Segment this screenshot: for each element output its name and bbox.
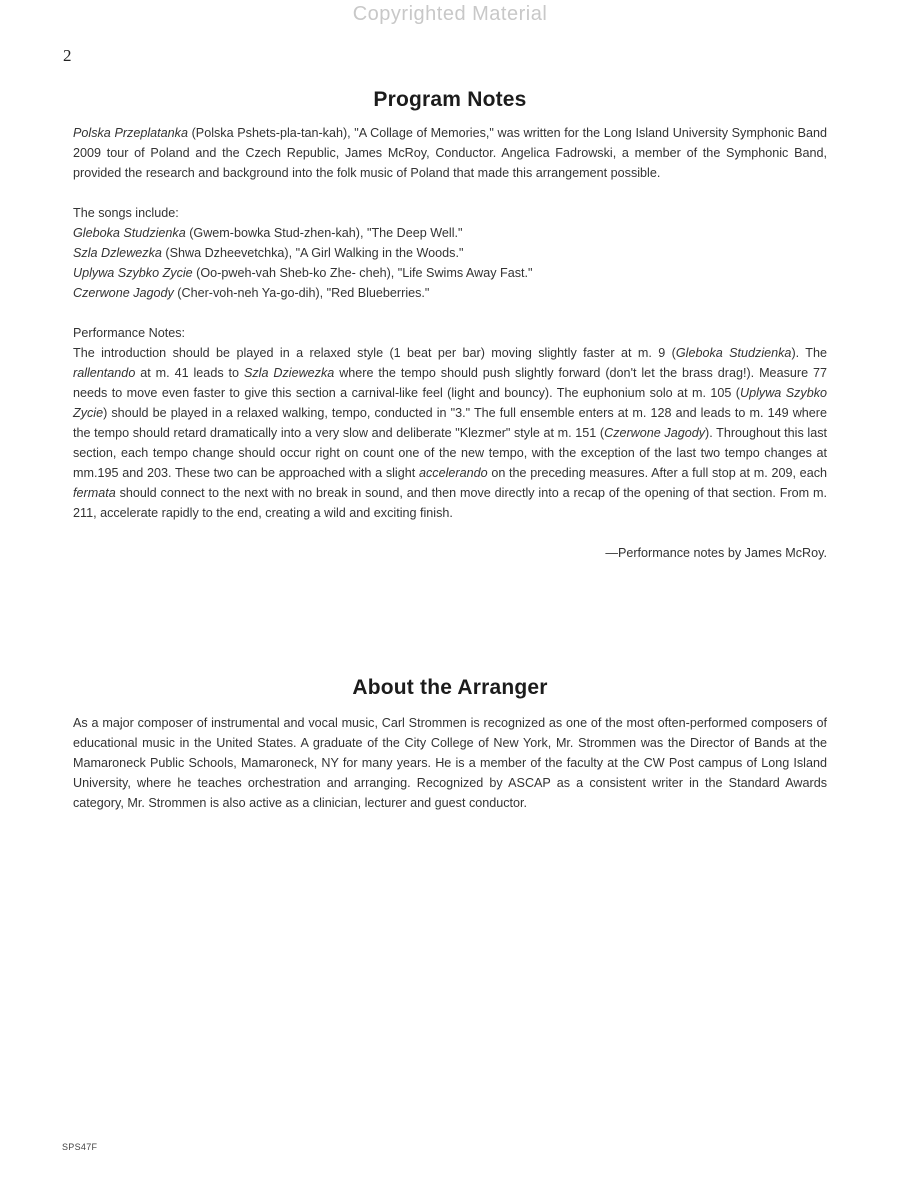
perf-text: The introduction should be played in a relaxed style (1 beat per bar) moving slightly faster at m. 9 ( [73, 346, 676, 360]
footer-code: SPS47F [62, 1142, 98, 1152]
songs-heading: The songs include: [73, 206, 179, 220]
performance-notes-paragraph [73, 343, 827, 523]
perf-italic: rallentando [73, 366, 136, 380]
song-description: (Gwem-bowka Stud-zhen-kah), "The Deep Well." [185, 226, 463, 240]
perf-italic: Gleboka Studzienka [675, 346, 792, 360]
performance-notes-heading: Performance Notes: [73, 326, 185, 340]
song-line [73, 243, 827, 263]
about-arranger-paragraph: As a major composer of instrumental and vocal music, Carl Strommen is recognized as one of the most often-performed composers of educational music in the United States. A graduate of the City College of New York, Mr. Strommen was the Director of Bands at the Mamaroneck Public Schools, Mamaroneck, NY for many years. He is a member of the faculty at the CW Post campus of Long Island University, where he teaches orchestration and arranging. Recognized by ASCAP as a consistent writer in the Standard Awards category, Mr. Strommen is also active as a clinician, lecturer and guest conductor. [73, 716, 827, 810]
song-line [73, 223, 827, 243]
program-notes-title: Program Notes [373, 88, 527, 111]
perf-italic: Uplywa Szybko Zycie [73, 386, 828, 420]
about-arranger-section [73, 676, 827, 813]
perf-text: ). The [791, 346, 827, 360]
perf-italic: Szla Dziewezka [243, 366, 335, 380]
perf-text: on the preceding measures. After a full stop at m. 209, each [487, 466, 827, 480]
attribution: —Performance notes by James McRoy. [605, 546, 827, 560]
piece-title: Polska Przeplatanka [73, 126, 188, 140]
page-number: 2 [63, 46, 72, 65]
song-line [73, 263, 827, 283]
song-description: (Shwa Dzheevetchka), "A Girl Walking in the Woods." [161, 246, 464, 260]
song-title: Szla Dzlewezka [73, 246, 162, 260]
song-description: (Oo-pweh-vah Sheb-ko Zhe- cheh), "Life Swims Away Fast." [192, 266, 533, 280]
perf-italic: accelerando [418, 466, 488, 480]
intro-text: (Polska Pshets-pla-tan-kah), "A Collage of Memories," was written for the Long Island University Symphonic Band 2009 tour of Poland and the Czech Republic, James McRoy, Conductor. Angelica Fadrowski, a member of the Symphonic Band, provided the research and background into the folk music of Poland that made this arrangement possible. [73, 126, 827, 180]
perf-text: at m. 41 leads to [135, 366, 244, 380]
song-title: Uplywa Szybko Zycie [73, 266, 193, 280]
perf-italic: Czerwone Jagody [604, 426, 706, 440]
perf-text: where the tempo should push slightly forward (don't let the brass drag!). Measure 77 needs to move even faster to give this section a carnival-like feel (light and bouncy). The euphonium solo at m. 105 ( [73, 366, 827, 400]
song-title: Gleboka Studzienka [73, 226, 186, 240]
perf-text: ) should be played in a relaxed walking, tempo, conducted in "3." The full ensemble enters at m. 128 and leads to m. 149 where the tempo should retard dramatically into a very slow and deliberate "Klezmer" style at m. 151 ( [73, 406, 827, 440]
intro-paragraph [73, 123, 827, 183]
about-arranger-title: About the Arranger [352, 676, 548, 699]
song-title: Czerwone Jagody [73, 286, 174, 300]
watermark: Copyrighted Material [352, 3, 548, 25]
perf-text: ). Throughout this last section, each tempo change should occur right on count one of the new tempo, with the exception of the last two tempo changes at mm.195 and 203. These two can be approached with a slight [73, 426, 827, 480]
perf-text: should connect to the next with no break in sound, and then move directly into a recap of the opening of that section. From m. 211, accelerate rapidly to the end, creating a wild and exciting finish. [73, 486, 827, 520]
perf-italic: fermata [73, 486, 116, 500]
song-line [73, 283, 827, 303]
program-notes-section [73, 88, 827, 563]
song-description: (Cher-voh-neh Ya-go-dih), "Red Blueberries." [173, 286, 430, 300]
